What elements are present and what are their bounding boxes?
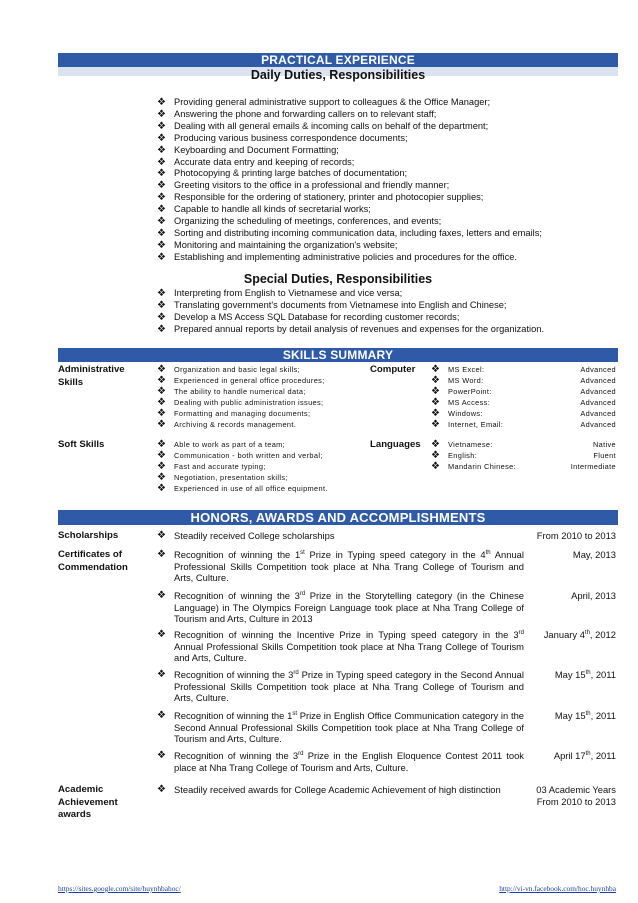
special-duties-heading: Special Duties, Responsibilities [243,272,433,286]
certificate-date [554,750,616,762]
bullet-icon: ❖ [431,386,441,397]
bullet-icon: ❖ [157,108,166,120]
skill-name: Windows: [448,409,483,418]
cert-text: Annual Professional Skills Competition took place at Nha Trang College of Tourism and Arts, Culture. [174,549,524,584]
bullet-icon: ❖ [157,419,167,430]
list-item-text: Organizing the scheduling of meetings, conferences, and events; [174,216,442,227]
bullet-icon: ❖ [157,120,166,132]
administrative-skills-label: Administrative Skills [58,364,125,388]
ordinal: th [585,669,591,676]
list-item-text: Experienced in general office procedures; [174,376,325,385]
scholarship-text: Steadily received College scholarships [174,530,335,541]
date-text: April 17 [553,750,586,761]
bullet-icon: ❖ [157,180,166,192]
list-item [157,364,367,375]
list-item-text: Able to work as part of a team; [174,440,286,449]
skill-name: English: [448,451,478,460]
skill-name: Internet, Email: [448,420,504,429]
scholarship-date: From 2010 to 2013 [536,530,616,541]
skill-name: MS Excel: [448,365,485,374]
computer-skills-list [431,364,618,430]
skill-name: MS Access: [448,398,491,407]
list-item-text: Accurate data entry and keeping of records; [174,156,355,167]
bullet-icon: ❖ [157,364,167,375]
ordinal: st [292,710,297,717]
bullet-icon: ❖ [157,450,167,461]
website-link[interactable]: https://sites.google.com/site/huynhbahoc/ [58,884,181,893]
list-item [157,324,617,336]
list-item [157,386,367,397]
list-item-text: Interpreting from English to Vietnamese and vice versa; [174,288,403,298]
bullet-icon: ❖ [431,461,441,472]
cert-text: Recognition of winning the 1 [174,549,301,560]
certificate-item [157,669,524,704]
list-item-text: Establishing and implementing administrative policies and procedures for the office. [174,251,517,262]
bullet-icon: ❖ [157,323,166,335]
certificate-date [555,669,616,681]
skill-name: MS Word: [448,376,484,385]
ordinal: th [584,629,590,636]
bullet-icon: ❖ [157,472,167,483]
list-item [157,300,617,312]
academic-text: Steadily received awards for College Academic Achievement of high distinction [174,784,501,795]
bullet-icon: ❖ [157,669,166,680]
cert-text: Recognition of winning the Incentive Prize in Typing speed category in the 3 [174,629,519,640]
list-item [157,461,367,472]
list-item [157,419,367,430]
skill-level: Fluent [593,451,616,460]
cert-text: Prize in Typing speed category in the 4 [304,549,486,560]
list-item [431,375,618,386]
list-item [157,252,617,264]
academic-achievement-label: Academic Achievement awards [58,784,118,820]
bullet-icon: ❖ [431,439,441,450]
list-item-text: Photocopying & printing large batches of documentation; [174,168,408,179]
cert-text: Prize in Typing speed category in the Second Annual Professional Skills Competition took place at Nha Trang College of Tourism and Arts, Culture. [174,669,524,704]
cert-text: Recognition of winning the 3 [174,750,299,761]
list-item [157,180,617,192]
bullet-icon: ❖ [431,364,441,375]
list-item [157,157,617,169]
bullet-icon: ❖ [157,204,166,216]
certificate-item [157,750,524,773]
cert-text: Annual Professional Skills Competition took place at Nha Trang College of Tourism and Arts, Culture. [174,640,524,664]
bullet-icon: ❖ [157,629,166,640]
list-item [157,228,617,240]
list-item [431,461,618,472]
bullet-icon: ❖ [157,227,166,239]
soft-skills-list [157,439,367,494]
bullet-icon: ❖ [157,288,166,299]
certificate-item [157,710,524,745]
list-item-text: Answering the phone and forwarding callers on to relevant staff; [174,108,437,119]
ordinal: th [585,750,591,757]
practical-experience-header: PRACTICAL EXPERIENCE [58,53,618,67]
list-item [157,450,367,461]
bullet-icon: ❖ [157,439,167,450]
list-item [157,240,617,252]
date-text: , 2012 [589,629,616,640]
date-text: , 2011 [590,710,616,721]
list-item-text: Dealing with all general emails & incoming calls on behalf of the department; [174,120,489,131]
list-item-text: Monitoring and maintaining the organization's website; [174,239,398,250]
list-item-text: Greeting visitors to the office in a professional and friendly manner; [174,180,450,191]
scholarships-label: Scholarships [58,530,119,541]
list-item-text: Formatting and managing documents; [174,409,311,418]
soft-skills-label: Soft Skills [58,439,105,450]
skill-name: Vietnamese: [448,440,493,449]
certificate-date [544,629,616,641]
list-item-text: Keyboarding and Document Formatting; [174,144,339,155]
bullet-icon: ❖ [157,168,166,180]
list-item [157,397,367,408]
bullet-icon: ❖ [431,397,441,408]
list-item [157,109,617,121]
ordinal: rd [293,669,299,676]
bullet-icon: ❖ [157,251,166,263]
list-item-text: Archiving & records management. [174,420,297,429]
bullet-icon: ❖ [431,450,441,461]
bullet-icon: ❖ [157,216,166,228]
list-item [157,472,367,483]
skill-level: Advanced [580,409,616,418]
bullet-icon: ❖ [157,239,166,251]
bullet-icon: ❖ [157,144,166,156]
bullet-icon: ❖ [157,299,166,311]
computer-label: Computer [370,364,416,375]
bullet-icon: ❖ [157,710,166,721]
bullet-icon: ❖ [431,419,441,430]
list-item [157,121,617,133]
date-text: , 2011 [590,750,616,761]
certificate-item [157,549,524,584]
academic-range: From 2010 to 2013 [536,795,616,807]
certificate-date [555,710,616,722]
bullet-icon: ❖ [157,397,167,408]
ordinal: rd [298,750,304,757]
bullet-icon: ❖ [157,132,166,144]
list-item [157,408,367,419]
list-item [157,133,617,145]
skill-level: Native [592,440,616,449]
academic-years: 03 Academic Years [536,784,616,795]
list-item-text: Producing various business correspondence documents; [174,132,408,143]
daily-duties-heading: Daily Duties, Responsibilities [250,68,426,82]
list-item-text: Capable to handle all kinds of secretarial works; [174,204,371,215]
skill-name: Mandarin Chinese: [448,462,516,471]
list-item [157,312,617,324]
skill-level: Advanced [580,420,616,429]
languages-label: Languages [370,439,421,450]
scholarship-item [157,530,524,542]
skill-level: Intermediate [570,462,616,471]
skill-level: Advanced [580,376,616,385]
cert-text: Prize in English Office Communication category in the Second Annual Professional Skills Competition took place at Nha Trang College of Tourism and Arts, Culture. [174,710,524,745]
facebook-link[interactable]: http://vi-vn.facebook.com/hoc.huynhba [499,884,616,893]
date-text: May 15 [554,710,586,721]
bullet-icon: ❖ [157,375,167,386]
list-item [431,450,618,461]
ordinal: rd [299,590,306,597]
bullet-icon: ❖ [157,156,166,168]
list-item [157,375,367,386]
daily-duties-list [157,97,617,264]
certificate-item [157,629,524,664]
certificates-label: Certificates of Commendation [58,549,128,573]
academic-item [157,784,524,796]
list-item [431,419,618,430]
cert-text: Recognition of winning the 1 [174,710,293,721]
ordinal: th [585,710,591,717]
certificate-date: May, 2013 [572,549,616,560]
list-item [431,397,618,408]
bullet-icon: ❖ [431,408,441,419]
bullet-icon: ❖ [157,408,167,419]
list-item-text: Prepared annual reports by detail analysis of revenues and expenses for the organization. [174,323,545,334]
date-text: , 2011 [590,669,616,680]
skill-level: Advanced [580,398,616,407]
list-item-text: Negotiation, presentation skills; [174,473,288,482]
list-item-text: Translating government's documents from Vietnamese into English and Chinese; [174,299,507,310]
cert-text: Prize in the English Eloquence Contest 2011 took place at Nha Trang College of Tourism and Arts, Culture. [174,750,524,773]
skill-level: Advanced [580,387,616,396]
list-item [157,288,617,300]
certificate-date: April, 2013 [571,590,616,601]
list-item-text: Develop a MS Access SQL Database for recording customer records; [174,311,460,322]
bullet-icon: ❖ [157,530,166,541]
administrative-skills-list [157,364,367,430]
date-text: May 15 [554,669,586,680]
bullet-icon: ❖ [157,192,166,204]
certificate-item [157,590,524,625]
list-item [431,408,618,419]
ordinal: th [485,549,491,556]
ordinal: st [300,549,305,556]
skill-name: PowerPoint: [448,387,492,396]
list-item-text: Responsible for the ordering of stationery, printer and photocopier supplies; [174,192,484,203]
bullet-icon: ❖ [157,311,166,323]
cert-text: Recognition of winning the 3 [174,669,294,680]
bullet-icon: ❖ [157,483,167,494]
list-item [431,439,618,450]
list-item-text: Providing general administrative support to colleagues & the Office Manager; [174,97,491,107]
special-duties-list [157,288,617,336]
ordinal: rd [518,629,524,636]
skills-summary-header: SKILLS SUMMARY [58,348,618,362]
list-item [157,439,367,450]
bullet-icon: ❖ [431,375,441,386]
languages-list [431,439,618,472]
list-item [157,483,367,494]
bullet-icon: ❖ [157,590,166,601]
list-item-text: Communication - both written and verbal; [174,451,323,460]
list-item-text: Dealing with public administration issues; [174,398,324,407]
list-item-text: Sorting and distributing incoming communication data, including faxes, letters and emails; [174,227,542,238]
list-item [157,204,617,216]
cert-text: Recognition of winning the 3 [174,590,300,601]
list-item-text: Experienced in use of all office equipment. [174,484,328,493]
bullet-icon: ❖ [157,386,167,397]
list-item [157,192,617,204]
list-item [157,145,617,157]
bullet-icon: ❖ [157,97,166,108]
date-text: January 4 [543,629,585,640]
list-item-text: Organization and basic legal skills; [174,365,300,374]
list-item [157,97,617,109]
list-item-text: Fast and accurate typing; [174,462,266,471]
bullet-icon: ❖ [157,784,166,795]
cert-text: Prize in the Storytelling category (in the Chinese Language) in The Olympics Foreign Language took place at Nha Trang College of Tourism and Arts, Culture in 2013 [174,590,524,625]
honors-header: HONORS, AWARDS AND ACCOMPLISHMENTS [58,510,618,525]
list-item [431,386,618,397]
bullet-icon: ❖ [157,750,166,761]
skill-level: Advanced [580,365,616,374]
bullet-icon: ❖ [157,549,166,560]
academic-date [536,784,616,807]
list-item-text: The ability to handle numerical data; [174,387,306,396]
bullet-icon: ❖ [157,461,167,472]
list-item [157,216,617,228]
list-item [157,168,617,180]
list-item [431,364,618,375]
